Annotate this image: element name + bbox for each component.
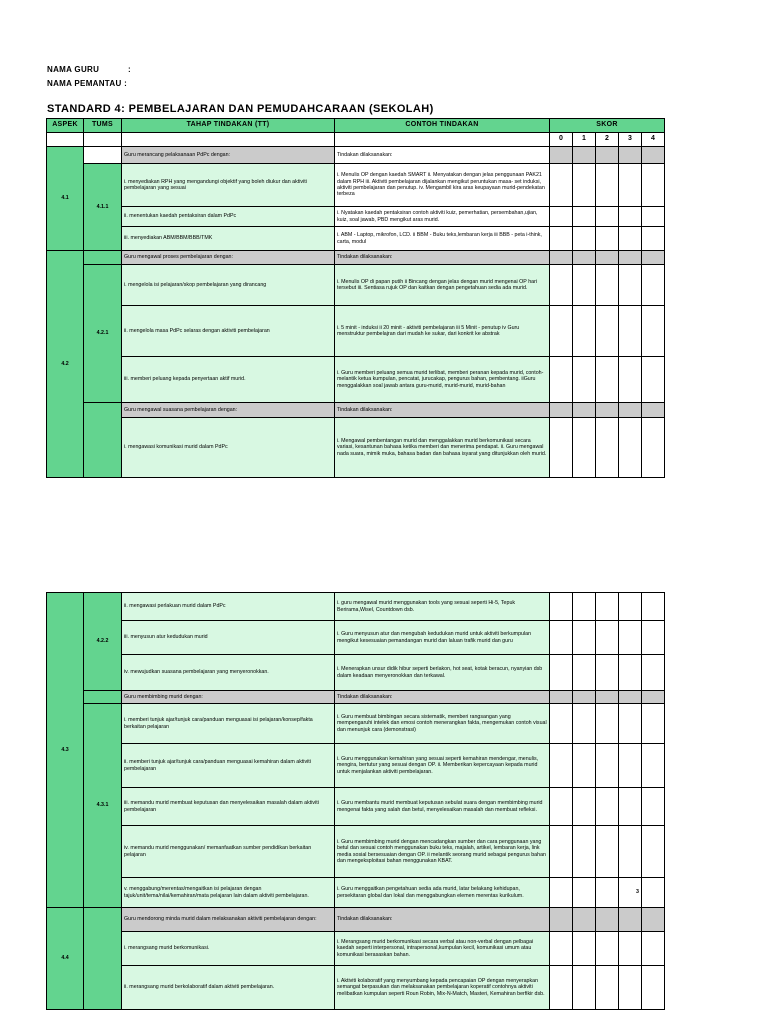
score-cell[interactable] bbox=[642, 403, 665, 418]
score-cell[interactable] bbox=[596, 357, 619, 403]
score-cell[interactable] bbox=[642, 265, 665, 306]
ct-cell: i. guru mengawal murid menggunakan tools yang sesuai seperti Hi-5, Tepuk Berirama,Wisel, Countdown dsb. bbox=[335, 593, 550, 621]
tums-cell bbox=[84, 147, 122, 164]
score-label-4: 4 bbox=[642, 133, 665, 147]
ct-cell: i. Menulis OP dengan kaedah SMART ii. Menyatakan dengan jelas penggunaan PAK21 dalam RPH iii. Aktiviti pembelajaran dijalankan mengikut peruntukan masa- set induksi, aktiviti pembelajaran dan penutup. iv. Mengambil kira aras keupayaan murid-pendekatan terbeza bbox=[335, 164, 550, 207]
tt-cell: iv. mewujudkan suasana pembelajaran yang menyeronokkan. bbox=[122, 655, 335, 691]
score-cell[interactable] bbox=[596, 691, 619, 704]
score-cell[interactable] bbox=[619, 147, 642, 164]
score-cell[interactable] bbox=[642, 207, 665, 227]
score-cell[interactable] bbox=[619, 655, 642, 691]
score-cell[interactable] bbox=[550, 655, 573, 691]
score-cell[interactable] bbox=[642, 966, 665, 1010]
ct-cell: i. Guru menggunakan kemahiran yang sesuai seperti kemahiran mendengar, menulis, mengira, bertutur yang sesuai dengan OP. ii. Memberikan kepercayaan kepada murid untuk menjalankan aktiviti pembelajaran. bbox=[335, 744, 550, 788]
tums-cell: 4.3.1 bbox=[84, 704, 122, 908]
score-cell[interactable] bbox=[619, 418, 642, 478]
score-cell[interactable] bbox=[642, 788, 665, 826]
score-cell[interactable] bbox=[619, 788, 642, 826]
score-cell[interactable] bbox=[596, 704, 619, 744]
col-aspek-header: ASPEK bbox=[47, 119, 84, 133]
score-cell[interactable] bbox=[619, 306, 642, 357]
score-cell[interactable] bbox=[596, 744, 619, 788]
ct-cell: Tindakan dilaksanakan: bbox=[335, 251, 550, 265]
ct-cell: i. Guru membimbing murid dengan mencadangkan sumber dan cara penggunaan yang betul dan sesuai contoh menggunakan buku teks, majalah, artikel, lembaran kerja, link media sosial bersesuaian dengan OP. ii melantik seorang murid sebagai pengurus bahan dan mengeksploitasi bahan menggunakan KBAT. bbox=[335, 826, 550, 878]
standard-table-page-2 bbox=[46, 592, 665, 1010]
tt-cell: ii. mengawasi perlakuan murid dalam PdPc bbox=[122, 593, 335, 621]
score-label-2: 2 bbox=[596, 133, 619, 147]
score-cell[interactable] bbox=[573, 932, 596, 966]
score-cell[interactable] bbox=[550, 251, 573, 265]
score-cell[interactable] bbox=[619, 357, 642, 403]
score-cell[interactable] bbox=[573, 357, 596, 403]
score-cell[interactable] bbox=[619, 164, 642, 207]
tt-cell: ii. memberi tunjuk ajar/tunjuk cara/panduan menguasai kemahiran dalam aktiviti pembelajaran bbox=[122, 744, 335, 788]
score-cell[interactable] bbox=[573, 251, 596, 265]
score-cell[interactable] bbox=[619, 265, 642, 306]
blank-cell bbox=[335, 133, 550, 147]
score-cell[interactable] bbox=[573, 908, 596, 932]
blank-cell bbox=[84, 133, 122, 147]
score-cell[interactable] bbox=[550, 704, 573, 744]
score-cell[interactable] bbox=[573, 207, 596, 227]
score-cell[interactable] bbox=[550, 908, 573, 932]
score-cell[interactable] bbox=[550, 932, 573, 966]
score-cell[interactable] bbox=[550, 357, 573, 403]
score-cell[interactable] bbox=[619, 826, 642, 878]
score-cell[interactable] bbox=[573, 826, 596, 878]
nama-guru-row bbox=[47, 65, 131, 74]
score-cell[interactable] bbox=[596, 418, 619, 478]
score-cell[interactable] bbox=[642, 655, 665, 691]
score-cell[interactable] bbox=[573, 704, 596, 744]
score-cell[interactable] bbox=[550, 265, 573, 306]
score-cell[interactable] bbox=[573, 621, 596, 655]
tums-cell: 4.2.2 bbox=[84, 593, 122, 691]
nama-pemantau-label: NAMA PEMANTAU : bbox=[47, 79, 128, 88]
score-cell[interactable] bbox=[596, 251, 619, 265]
tt-cell: Guru mengawal suasana pembelajaran dengan: bbox=[122, 403, 335, 418]
ct-cell: i. Guru memberi peluang semua murid terlibat, memberi peranan kepada murid, contoh- melantik ketua kumpulan, pencatat, jurucakap, pengurus bahan, pembentang. iiGuru menggalakkan soal jawab antara guru-murid, murid-murid, murid-bahan bbox=[335, 357, 550, 403]
score-cell[interactable] bbox=[619, 207, 642, 227]
tums-cell bbox=[84, 251, 122, 265]
score-cell[interactable] bbox=[573, 265, 596, 306]
ct-cell: i. ABM - Laptop, mikrofon, LCD. ii BBM - Buku teks,lembaran kerja iii BBB - peta i-think, carta, modul bbox=[335, 227, 550, 251]
aspek-cell: 4.4 bbox=[47, 908, 84, 1010]
tums-cell bbox=[84, 908, 122, 1010]
tt-cell: Guru mengawal proses pembelajaran dengan: bbox=[122, 251, 335, 265]
score-cell[interactable] bbox=[596, 227, 619, 251]
score-cell[interactable] bbox=[550, 788, 573, 826]
score-label-1: 1 bbox=[573, 133, 596, 147]
score-cell[interactable] bbox=[642, 826, 665, 878]
score-cell[interactable] bbox=[573, 164, 596, 207]
score-cell[interactable] bbox=[550, 621, 573, 655]
score-cell[interactable] bbox=[642, 357, 665, 403]
col-contoh-header: CONTOH TINDAKAN bbox=[335, 119, 550, 133]
score-cell[interactable] bbox=[550, 744, 573, 788]
score-cell[interactable] bbox=[596, 147, 619, 164]
tt-cell: Guru membimbing murid dengan: bbox=[122, 691, 335, 704]
score-cell[interactable] bbox=[550, 966, 573, 1010]
tt-cell: Guru merancang pelaksanaan PdPc dengan: bbox=[122, 147, 335, 164]
ct-cell: i. Mengawal pembentangan murid dan menggalakkan murid berkomunikasi secara variasi, kesantunan bahasa ketika memberi dan menerima pendapat. ii. Guru mengawal nada suara, mimik muka, bahasa badan dan bahasa isyarat yang ditunjukkan oleh murid. bbox=[335, 418, 550, 478]
score-cell[interactable] bbox=[619, 593, 642, 621]
score-cell[interactable] bbox=[642, 704, 665, 744]
score-cell[interactable] bbox=[573, 744, 596, 788]
score-cell[interactable] bbox=[573, 403, 596, 418]
score-cell[interactable] bbox=[573, 418, 596, 478]
score-cell[interactable] bbox=[596, 908, 619, 932]
score-cell[interactable] bbox=[573, 227, 596, 251]
tt-cell: ii. merangsang murid berkolaboratif dalam aktiviti pembelajaran. bbox=[122, 966, 335, 1010]
score-cell[interactable] bbox=[596, 621, 619, 655]
score-cell[interactable] bbox=[550, 164, 573, 207]
tt-cell: i. memberi tunjuk ajar/tunjuk cara/panduan menguasai isi pelajaran/konsep/fakta berkaitan pelajaran bbox=[122, 704, 335, 744]
nama-guru-label: NAMA GURU bbox=[47, 65, 100, 74]
score-cell[interactable] bbox=[642, 306, 665, 357]
score-cell[interactable] bbox=[573, 878, 596, 908]
ct-cell: i. Guru membantu murid membuat keputusan sebulat suara dengan membimbing murid mengenai fakta yang salah dan betul, menyelesaikan masalah dan membuat refleksi. bbox=[335, 788, 550, 826]
score-cell[interactable] bbox=[550, 403, 573, 418]
tt-cell: Guru mendorong minda murid dalam melaksanakan aktiviti pembelajaran dengan: bbox=[122, 908, 335, 932]
tt-cell: ii. mengelola masa PdPc selaras dengan aktiviti pembelajaran bbox=[122, 306, 335, 357]
score-cell[interactable] bbox=[573, 147, 596, 164]
tt-cell: iii. memberi peluang kepada penyertaan aktif murid. bbox=[122, 357, 335, 403]
tums-cell bbox=[84, 403, 122, 478]
ct-cell: Tindakan dilaksanakan: bbox=[335, 403, 550, 418]
score-cell[interactable] bbox=[596, 932, 619, 966]
score-cell[interactable] bbox=[550, 593, 573, 621]
col-tums-header: TUMS bbox=[84, 119, 122, 133]
score-cell[interactable] bbox=[550, 306, 573, 357]
tums-cell: 4.2.1 bbox=[84, 265, 122, 403]
tt-cell: i. merangsang murid berkomunikasi. bbox=[122, 932, 335, 966]
tt-cell: iv. memandu murid menggunakan/ memanfaatkan sumber pendidikan berkaitan pelajaran bbox=[122, 826, 335, 878]
score-cell[interactable] bbox=[596, 306, 619, 357]
score-cell[interactable] bbox=[642, 691, 665, 704]
ct-cell: Tindakan dilaksanakan: bbox=[335, 908, 550, 932]
score-cell[interactable] bbox=[596, 265, 619, 306]
tt-cell: i. mengawasi komunikasi murid dalam PdPc bbox=[122, 418, 335, 478]
ct-cell: i. Guru membuat bimbingan secara sistematik, memberi rangsangan yang mempengaruhi intelek dan emosi contoh menerangkan fakta, mengemukan contoh visual dan menunjuk cara (demonstrasi) bbox=[335, 704, 550, 744]
score-cell[interactable] bbox=[642, 147, 665, 164]
col-tahap-header: TAHAP TINDAKAN (TT) bbox=[122, 119, 335, 133]
tt-cell: v. menggabung/merentas/mengaitkan isi pelajaran dengan tajuk/unit/tema/nilai/kemahiran/mata pelajaran lain dalam aktiviti pembelajaran. bbox=[122, 878, 335, 908]
score-cell[interactable] bbox=[619, 908, 642, 932]
score-cell[interactable] bbox=[573, 306, 596, 357]
tt-cell: iii. menyediakan ABM/BBM/BBB/TMK bbox=[122, 227, 335, 251]
score-cell[interactable] bbox=[642, 251, 665, 265]
tt-cell: ii. menentukan kaedah pentaksiran dalam PdPc bbox=[122, 207, 335, 227]
score-cell[interactable] bbox=[550, 691, 573, 704]
ct-cell: i. Guru menyusun atur dan mengubah kedudukan murid untuk aktiviti berkumpulan mengikut kesesuaian pemandangan murid dan laluan trafik murid dan guru bbox=[335, 621, 550, 655]
ct-cell: i. Menulis OP di papan putih ii Bincang dengan jelas dengan murid mengenai OP hari tersebut iii. Sentiasa rujuk OP dan kaitkan dengan pengetahuan sedia ada murid. bbox=[335, 265, 550, 306]
score-cell[interactable] bbox=[596, 164, 619, 207]
standard-table-page-1 bbox=[46, 118, 665, 478]
score-cell[interactable] bbox=[642, 744, 665, 788]
score-cell[interactable] bbox=[642, 164, 665, 207]
score-cell[interactable] bbox=[642, 593, 665, 621]
score-cell[interactable] bbox=[596, 966, 619, 1010]
ct-cell: Tindakan dilaksanakan: bbox=[335, 147, 550, 164]
score-cell[interactable] bbox=[619, 704, 642, 744]
ct-cell: Tindakan dilaksanakan: bbox=[335, 691, 550, 704]
page-title: STANDARD 4: PEMBELAJARAN DAN PEMUDAHCARAAN (SEKOLAH) bbox=[47, 103, 434, 115]
aspek-cell: 4.1 bbox=[47, 147, 84, 251]
aspek-cell: 4.3 bbox=[47, 593, 84, 908]
score-cell[interactable] bbox=[619, 227, 642, 251]
score-cell[interactable] bbox=[596, 788, 619, 826]
tt-cell: iii. menyusun atur kedudukan murid bbox=[122, 621, 335, 655]
ct-cell: i. Nyatakan kaedah pentaksiran contoh aktiviti kuiz, pemerhatian, persembahan,ujian, kuiz, soal jawab, PBD mengikut aras murid. bbox=[335, 207, 550, 227]
ct-cell: i. Aktiviti kolaboratif yang menyumbang kepada pencapaian OP dengan menyerapkan semangat berpasukan dan melaksanakan pembelajaran koperatif contohnya aktiviti melibatkan kumpulan seperti Roun Robin, Mix-N-Match, Masteri, Kemahiran berfikir dsb. bbox=[335, 966, 550, 1010]
score-cell[interactable] bbox=[550, 418, 573, 478]
score-cell[interactable] bbox=[619, 621, 642, 655]
score-cell[interactable] bbox=[596, 655, 619, 691]
score-cell[interactable] bbox=[642, 418, 665, 478]
aspek-cell: 4.2 bbox=[47, 251, 84, 478]
score-cell[interactable] bbox=[619, 966, 642, 1010]
score-cell[interactable] bbox=[619, 251, 642, 265]
score-cell[interactable] bbox=[573, 788, 596, 826]
ct-cell: i. Menerapkan unsur didik hibur seperti berlakon, hot seat, kotak beracun, nyanyian dsb dalam keadaan menyeronokkan dan terkawal. bbox=[335, 655, 550, 691]
score-cell[interactable] bbox=[596, 826, 619, 878]
ct-cell: i. Guru menggaitkan pengetahuan sedia ada murid, latar belakang kehidupan, persekitaran global dan lokal dan menggabungkan elemen merentas kurikulum. bbox=[335, 878, 550, 908]
ct-cell: i. Merangsang murid berkomunikasi secara verbal atau non-verbal dengan pelbagai kaedah seperti interpersonal, intrapersonal,kumpulan kecil, komunikasi umum atau komunikasi berasaskan bahan. bbox=[335, 932, 550, 966]
score-cell[interactable] bbox=[619, 691, 642, 704]
score-label-3: 3 bbox=[619, 133, 642, 147]
score-cell-marked[interactable]: 3 bbox=[619, 878, 642, 908]
score-cell[interactable] bbox=[550, 227, 573, 251]
score-cell[interactable] bbox=[619, 403, 642, 418]
tums-cell: 4.1.1 bbox=[84, 164, 122, 251]
tt-cell: i. mengelola isi pelajaran/skop pembelajaran yang dirancang bbox=[122, 265, 335, 306]
ct-cell: i. 5 minit - induksi ii 20 minit - aktiviti pembelajaran iii 5 Minit - penutup iv Guru menstruktur pembelajran dari mudah ke sukar, dari konkrit ke abstrak bbox=[335, 306, 550, 357]
tt-cell: i. menyediakan RPH yang mengandungi objektif yang boleh diukur dan aktiviti pembelajaran yang sesuai bbox=[122, 164, 335, 207]
score-cell[interactable] bbox=[573, 691, 596, 704]
score-cell[interactable] bbox=[573, 966, 596, 1010]
score-cell[interactable] bbox=[573, 655, 596, 691]
score-cell[interactable] bbox=[642, 932, 665, 966]
score-cell[interactable] bbox=[550, 207, 573, 227]
score-cell[interactable] bbox=[596, 207, 619, 227]
score-cell[interactable] bbox=[596, 593, 619, 621]
score-cell[interactable] bbox=[642, 227, 665, 251]
nama-guru-colon: : bbox=[128, 65, 131, 74]
score-cell[interactable] bbox=[619, 744, 642, 788]
score-cell[interactable] bbox=[550, 826, 573, 878]
score-cell[interactable] bbox=[573, 593, 596, 621]
blank-cell bbox=[122, 133, 335, 147]
col-skor-header: SKOR bbox=[550, 119, 665, 133]
tums-cell bbox=[84, 691, 122, 704]
score-label-0: 0 bbox=[550, 133, 573, 147]
score-cell[interactable] bbox=[642, 878, 665, 908]
tt-cell: iii. memandu murid membuat keputusan dan menyelesaikan masalah dalam aktiviti pembelajaran bbox=[122, 788, 335, 826]
blank-cell bbox=[47, 133, 84, 147]
score-cell[interactable] bbox=[550, 878, 573, 908]
score-cell[interactable] bbox=[619, 932, 642, 966]
score-cell[interactable] bbox=[550, 147, 573, 164]
score-cell[interactable] bbox=[596, 403, 619, 418]
score-cell[interactable] bbox=[642, 621, 665, 655]
score-cell[interactable] bbox=[642, 908, 665, 932]
score-cell[interactable] bbox=[596, 878, 619, 908]
